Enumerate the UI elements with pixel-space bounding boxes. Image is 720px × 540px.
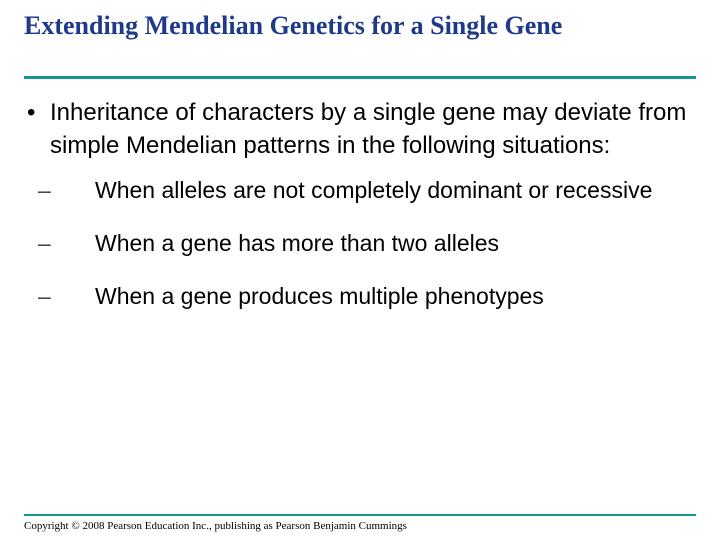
dash-marker-icon: – (38, 230, 51, 256)
bullet-text: Inheritance of characters by a single gene may deviate from simple Mendelian patterns in the following situations: (50, 99, 687, 159)
sub-bullet-text: When a gene has more than two alleles (95, 230, 500, 256)
copyright-notice: Copyright © 2008 Pearson Education Inc., publishing as Pearson Benjamin Cummings (24, 520, 407, 532)
title-divider (24, 76, 696, 79)
footer-divider (24, 514, 696, 516)
sub-bullet-text: When alleles are not completely dominant or recessive (95, 177, 653, 203)
slide-title: Extending Mendelian Genetics for a Single Gene (24, 11, 563, 40)
sub-bullet-item (0, 174, 685, 206)
bullet-marker-icon: • (27, 99, 36, 126)
sub-bullet-list (0, 174, 720, 312)
sub-bullet-item (0, 280, 685, 312)
slide-body (0, 96, 720, 333)
sub-bullet-item (0, 227, 685, 259)
dash-marker-icon: – (38, 283, 51, 309)
bullet-item (0, 96, 690, 162)
dash-marker-icon: – (38, 177, 51, 203)
sub-bullet-text: When a gene produces multiple phenotypes (95, 283, 544, 309)
